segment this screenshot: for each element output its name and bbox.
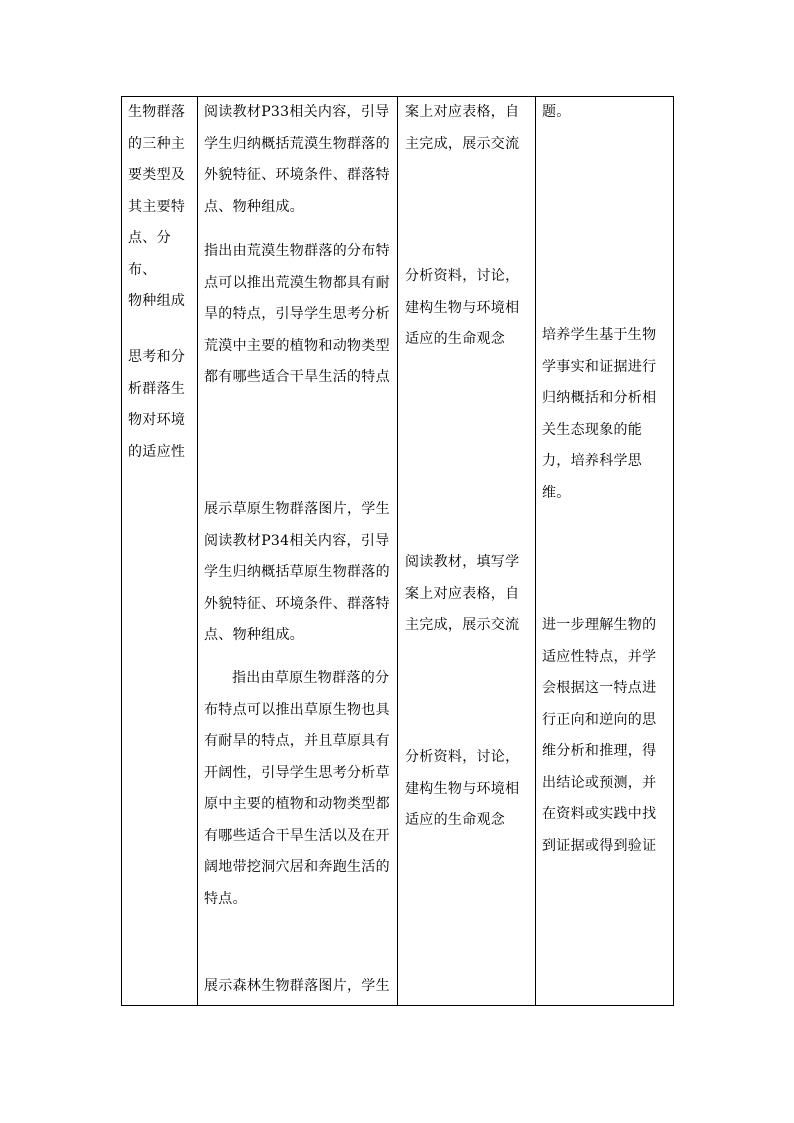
design-intent-3: [542, 610, 672, 862]
text-line: 点可以推出荒漠生物都具有耐: [204, 274, 390, 291]
text-line: 指出由荒漠生物群落的分布特: [204, 243, 390, 259]
text-line: 主完成，展示交流: [405, 617, 520, 633]
column-divider: [197, 97, 198, 1005]
topic-line: 生物群落: [128, 104, 186, 120]
text-line: 案上对应表格，自: [405, 104, 520, 120]
text-line: 建构生物与环境相: [405, 780, 520, 797]
text-line: 题。: [542, 104, 571, 120]
text-line: 维。: [542, 484, 571, 501]
teacher-activity-grassland-reading: [204, 494, 396, 652]
think-line: 物对环境: [128, 412, 186, 428]
think-line: 思考和分: [128, 349, 186, 365]
text-line: 培养学生基于生物: [542, 327, 657, 343]
text-line: 适应性特点，并学: [542, 648, 657, 665]
text-line: 阔地带挖洞穴居和奔跑生活的: [204, 859, 390, 875]
text-line: 旱的特点，引导学生思考分析: [204, 306, 390, 322]
think-line: 的适应性: [128, 443, 186, 460]
text-line: 维分析和推理，得: [542, 743, 657, 759]
text-line: 展示草原生物群落图片，学生: [204, 501, 390, 517]
text-line: 会根据这一特点进: [542, 680, 657, 696]
text-line: 学生归纳概括草原生物群落的: [204, 564, 390, 580]
text-line: 到证据或得到验证: [542, 837, 657, 854]
text-line: 有耐旱的特点，并且草原具有: [204, 733, 390, 749]
text-line: 展示森林生物群落图片，学生: [204, 978, 390, 994]
text-line: 学生归纳概括荒漠生物群落的: [204, 135, 390, 152]
text-line: 出结论或预测，并: [542, 774, 657, 791]
text-line: 归纳概括和分析相: [542, 390, 657, 406]
topic-line: 的三种主: [128, 135, 186, 152]
text-line: 有哪些适合干旱生活以及在开: [204, 827, 390, 844]
text-line: 行正向和逆向的思: [542, 711, 657, 728]
text-line: 指出由草原生物群落的分: [232, 670, 390, 686]
text-line: 阅读教材，填写学: [405, 554, 520, 570]
topic-line: 其主要特: [128, 198, 186, 215]
column-divider: [397, 97, 398, 1005]
text-line: 外貌特征、环境条件、群落特: [204, 595, 390, 612]
text-line: 阅读教材P34相关内容，引导: [204, 532, 390, 549]
text-line: 特点。: [204, 890, 247, 907]
think-cell: [128, 342, 194, 468]
text-line: 在资料或实践中找: [542, 806, 657, 822]
text-line: 点、物种组成。: [204, 627, 305, 643]
text-line: 布特点可以推出草原生物也具: [204, 701, 390, 718]
teacher-activity-forest: [204, 971, 396, 1003]
teacher-activity-grassland-analysis: [204, 663, 396, 915]
text-line: 点、物种组成。: [204, 198, 305, 215]
text-line: 力，培养科学思: [542, 453, 643, 469]
topic-line: 点、分布、: [128, 230, 171, 278]
text-line: 外貌特征、环境条件、群落特: [204, 167, 390, 183]
text-line: 适应的生命观念: [405, 331, 506, 347]
design-intent-2: [542, 320, 672, 509]
text-line: 原中主要的植物和动物类型都: [204, 796, 390, 812]
text-line: 主完成，展示交流: [405, 135, 520, 152]
text-line: 分析资料，讨论，: [405, 749, 520, 765]
column-divider: [535, 97, 536, 1005]
text-line: 分析资料，讨论，: [405, 268, 520, 284]
student-activity-desert-discuss: [405, 261, 533, 356]
text-line: 荒漠中主要的植物和动物类型: [204, 337, 390, 354]
text-line: 开阔性，引导学生思考分析草: [204, 764, 390, 781]
teacher-activity-desert-reading: [204, 97, 396, 223]
text-line: 适应的生命观念: [405, 812, 506, 828]
student-activity-desert-table: [405, 97, 533, 160]
text-line: 都有哪些适合干旱生活的特点: [204, 369, 390, 385]
student-activity-grassland-discuss: [405, 742, 533, 837]
teacher-activity-desert-analysis: [204, 236, 396, 394]
student-activity-grassland-table: [405, 547, 533, 642]
topic-cell: [128, 97, 194, 318]
topic-line: 要类型及: [128, 167, 186, 183]
lesson-plan-table: [121, 96, 674, 1006]
text-line: 进一步理解生物的: [542, 617, 657, 633]
topic-line: 物种组成: [128, 293, 186, 309]
think-line: 析群落生: [128, 380, 186, 397]
text-line: 建构生物与环境相: [405, 299, 520, 316]
text-line: 案上对应表格，自: [405, 585, 520, 602]
text-line: 关生态现象的能: [542, 421, 643, 438]
design-intent-1: [542, 97, 672, 129]
text-line: 学事实和证据进行: [542, 358, 657, 375]
text-line: 阅读教材P33相关内容，引导: [204, 104, 390, 120]
